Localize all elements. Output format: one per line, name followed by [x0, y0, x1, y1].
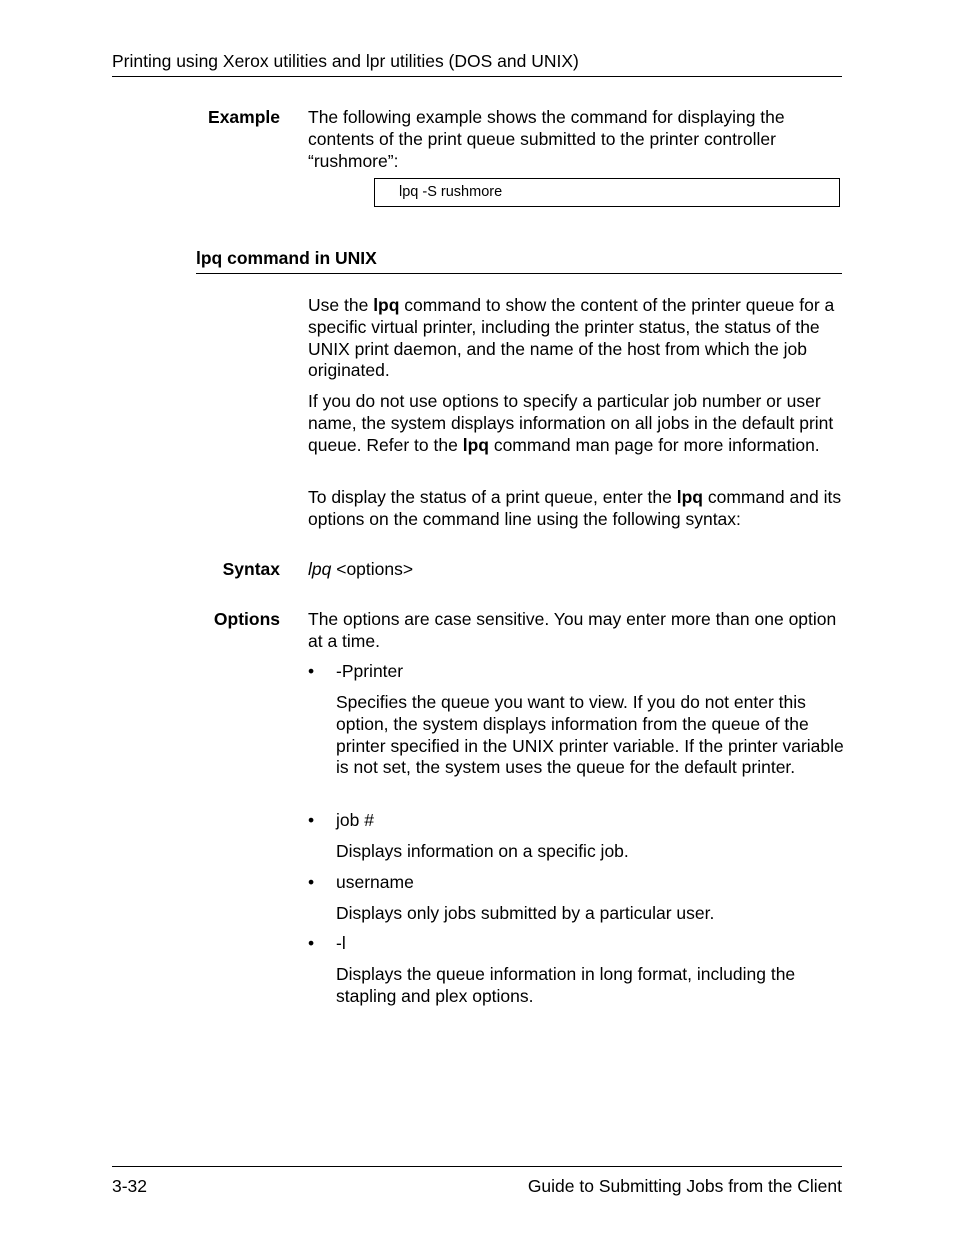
bullet-marker: •	[308, 810, 315, 830]
option-name: -l	[336, 933, 346, 953]
p2-command: lpq	[462, 434, 489, 455]
p1-text-end: command to show the content of the printer queue for a specific virtual printer, including the printer status, the status of the UNIX print daemon, and the name of the host from which the job originated.	[308, 295, 835, 381]
bullet-marker: •	[308, 933, 315, 953]
bullet-marker: •	[308, 872, 315, 892]
options-intro: The options are case sensitive. You may enter more than one option at a time.	[308, 609, 837, 651]
option-description: Displays the queue information in long format, including the stapling and plex options.	[336, 964, 796, 1006]
paragraph-1	[308, 295, 848, 382]
p3-text-end: command and its options on the command line using the following syntax:	[308, 487, 842, 529]
code-sample: lpq -S rushmore	[399, 184, 503, 200]
p1-text-start: Use the	[308, 295, 374, 315]
paragraph-3	[308, 487, 848, 531]
p1-command: lpq	[373, 295, 400, 315]
section-rule	[196, 273, 842, 274]
p3-text-start: To display the status of a print queue, enter the	[308, 487, 677, 507]
options-label: Options	[213, 609, 280, 629]
syntax-args: <options>	[331, 559, 414, 579]
option-name: -Pprinter	[336, 661, 404, 681]
p3-command: lpq	[676, 487, 703, 507]
option-description: Displays information on a specific job.	[336, 841, 629, 861]
bullet-marker: •	[308, 661, 315, 681]
syntax-label: Syntax	[222, 559, 280, 579]
syntax-line	[308, 559, 848, 581]
paragraph-2	[308, 391, 848, 456]
option-description: Specifies the queue you want to view. If you do not enter this option, the system displays information from the queue of the printer specified in the UNIX printer variable. If the printer variable is not set, the system uses the queue for the default printer.	[336, 692, 844, 778]
code-box	[374, 178, 840, 207]
option-description: Displays only jobs submitted by a particular user.	[336, 903, 715, 923]
header-rule	[112, 76, 842, 77]
p2-text-end: command man page for more information.	[488, 434, 820, 455]
option-name: job #	[336, 810, 374, 830]
section-heading: lpq command in UNIX	[196, 248, 377, 268]
option-name: username	[336, 872, 414, 892]
running-header: Printing using Xerox utilities and lpr utilities (DOS and UNIX)	[112, 51, 579, 71]
example-text: The following example shows the command for displaying the contents of the print queue submitted to the printer controller “rushmore”:	[308, 107, 785, 171]
syntax-command: lpq	[308, 559, 332, 579]
footer-rule	[112, 1166, 842, 1167]
example-label: Example	[208, 107, 280, 127]
footer-guide-title: Guide to Submitting Jobs from the Client	[527, 1176, 842, 1196]
p2-text-start: If you do not use options to specify a particular job number or user name, the system displays information on all jobs in the default print queue. Refer to the	[308, 391, 834, 455]
page-number: 3-32	[112, 1176, 148, 1196]
